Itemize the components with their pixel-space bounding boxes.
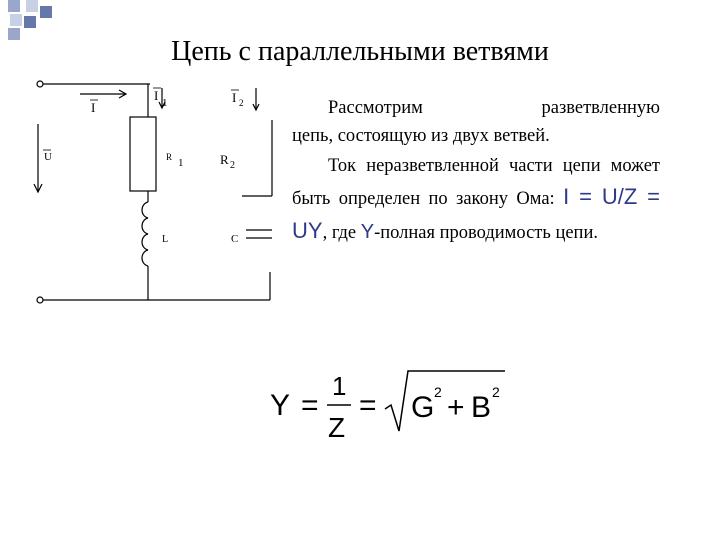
resistor-r1 — [130, 117, 156, 191]
corner-decoration — [0, 0, 70, 40]
label-r1-sub: 1 — [178, 157, 184, 169]
label-inductor: L — [162, 234, 169, 245]
formula-plus: + — [447, 391, 465, 424]
formula-b: B — [471, 391, 492, 424]
ohm-mid: , где — [322, 223, 361, 243]
deco-square — [10, 14, 22, 26]
body-text — [292, 95, 660, 248]
label-current-1-sub: 1 — [162, 97, 168, 109]
label-voltage: U — [44, 151, 52, 163]
formula-eq2: = — [359, 389, 377, 422]
label-current-total: I — [91, 100, 96, 115]
formula-lhs: Y — [270, 389, 291, 422]
formula-g: G — [411, 391, 435, 424]
formula-eq1: = — [301, 389, 319, 422]
slide-title: Цепь с параллельными ветвями — [171, 36, 549, 67]
circuit-diagram — [20, 72, 290, 312]
paragraph-intro-cont: цепь, состоящую из двух ветвей. — [292, 125, 550, 146]
label-r2-sub: 2 — [230, 160, 235, 171]
ohm-var: Y — [360, 221, 375, 243]
formula-g-exp: 2 — [434, 384, 442, 400]
formula-b-exp: 2 — [492, 384, 500, 400]
admittance-formula — [265, 365, 525, 445]
paragraph-ohm — [292, 153, 660, 248]
label-capacitor: C — [231, 233, 239, 245]
deco-square — [26, 0, 38, 12]
paragraph-intro: Рассмотрим разветвленную — [328, 98, 660, 118]
inductor-l — [142, 202, 148, 266]
label-current-1: I — [154, 88, 159, 103]
label-r1: R — [166, 152, 173, 162]
label-current-2-sub: 2 — [239, 98, 244, 108]
label-r2: R — [220, 152, 229, 167]
ohm-end: -полная проводимость цепи. — [374, 223, 598, 243]
terminal-top — [37, 81, 43, 87]
terminal-bottom — [37, 297, 43, 303]
label-current-2: I — [232, 90, 237, 105]
deco-square — [40, 6, 52, 18]
ohm-formula: I = U/Z = UY — [292, 184, 660, 243]
formula-denominator: Z — [328, 412, 346, 443]
deco-square — [8, 0, 20, 12]
deco-square — [24, 16, 36, 28]
formula-numerator: 1 — [332, 371, 347, 401]
ohm-text: Ток неразветвленной части цепи может быть определен по закону Ома: — [292, 155, 660, 210]
